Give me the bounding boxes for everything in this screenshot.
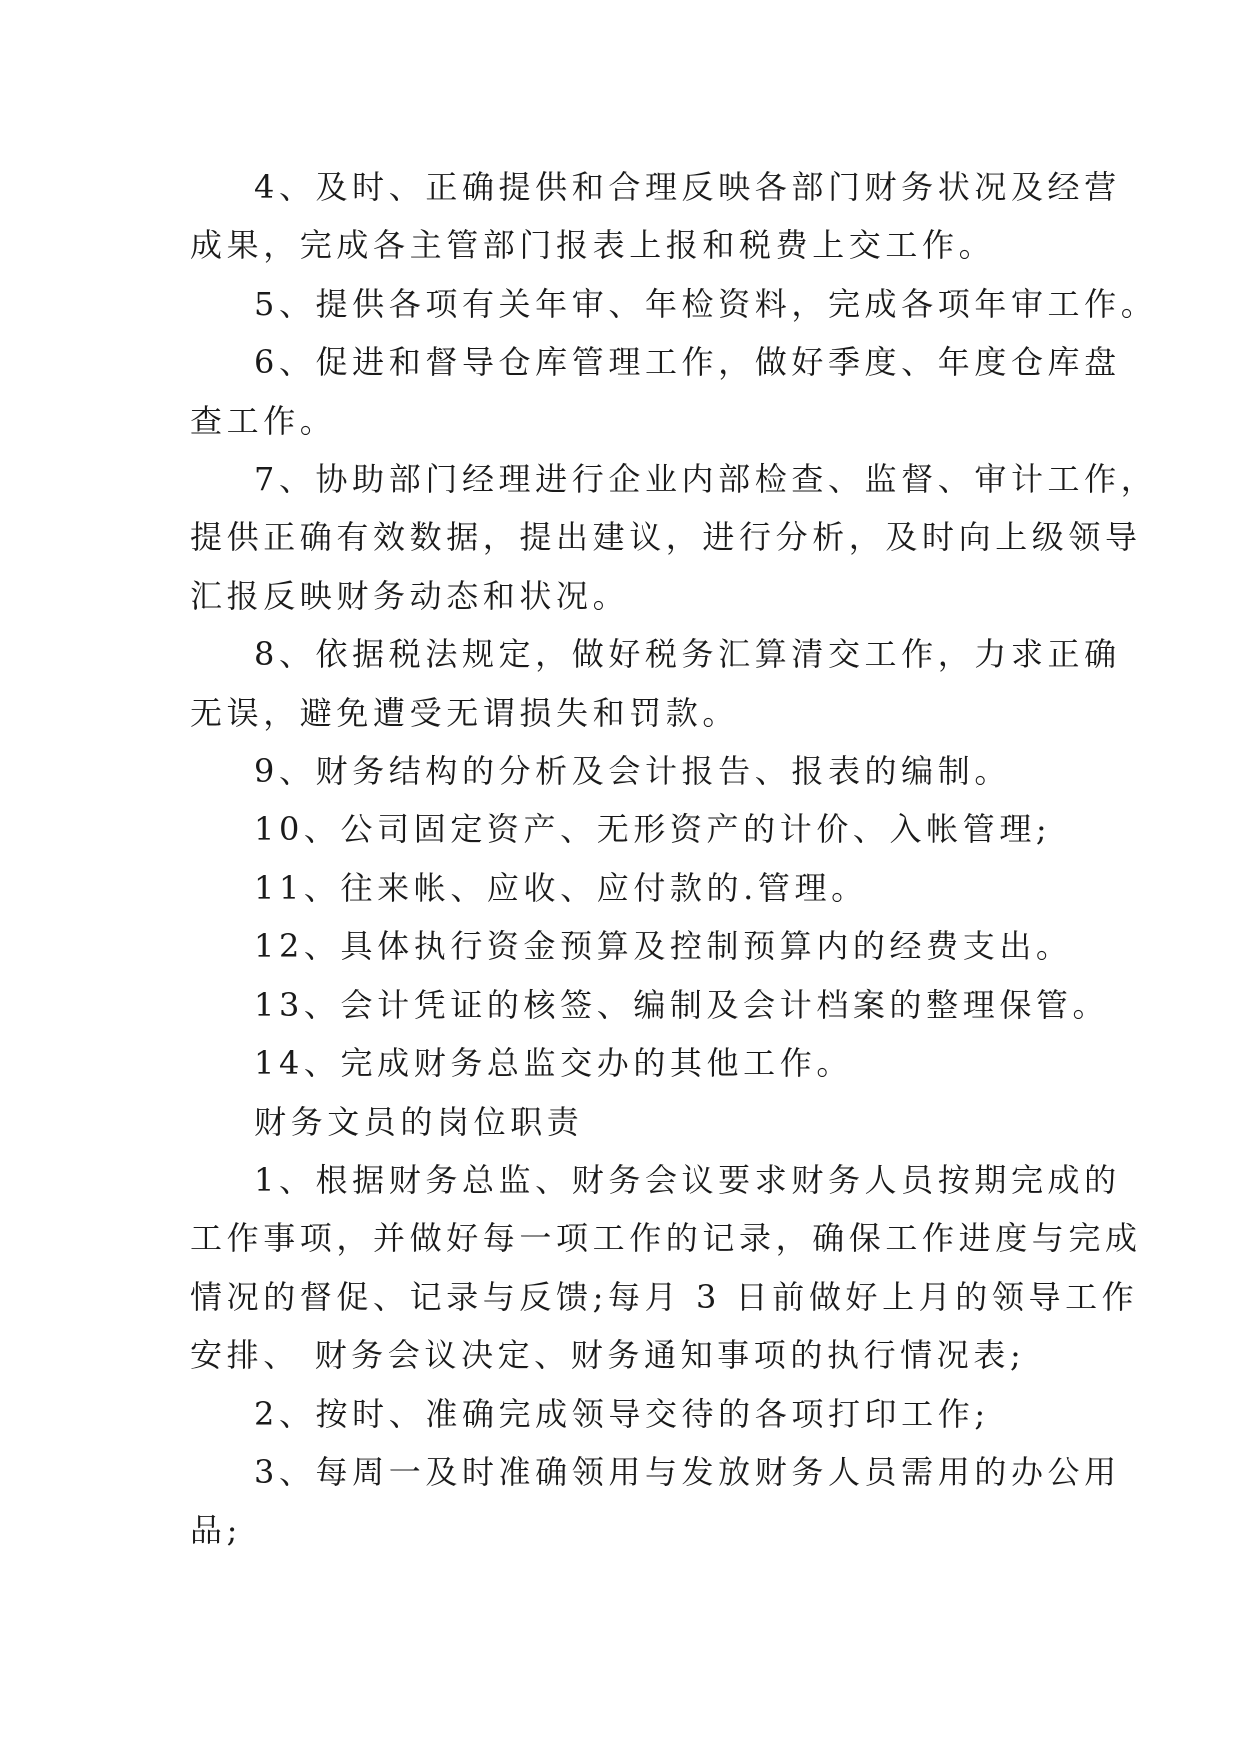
- text-line: 3、每周一及时准确领用与发放财务人员需用的办公用: [254, 1452, 1121, 1491]
- text-line: 成果，完成各主管部门报表上报和税费上交工作。: [190, 226, 996, 265]
- paragraph: [190, 275, 1158, 333]
- text-line: 10、公司固定资产、无形资产的计价、入帐管理;: [254, 810, 1052, 849]
- document-page: [190, 158, 1158, 1560]
- text-line: 7、协助部门经理进行企业内部检查、监督、审计工作，: [254, 460, 1158, 499]
- text-line: 工作事项，并做好每一项工作的记录，确保工作进度与完成: [190, 1219, 1142, 1258]
- paragraph: [190, 742, 1052, 800]
- text-line: 11、往来帐、应收、应付款的.管理。: [254, 868, 868, 907]
- paragraph: [190, 333, 1121, 450]
- text-line: 4、及时、正确提供和合理反映各部门财务状况及经营: [254, 168, 1121, 206]
- paragraph: [190, 800, 1052, 858]
- text-line: 品;: [190, 1511, 242, 1550]
- text-line: 13、会计凭证的核签、编制及会计档案的整理保管。: [254, 985, 1110, 1024]
- paragraph: [190, 976, 1110, 1034]
- text-line: 8、依据税法规定，做好税务汇算清交工作，力求正确: [254, 635, 1121, 674]
- paragraph: [190, 1034, 1052, 1092]
- section-heading: [190, 1093, 1052, 1151]
- paragraph: [190, 625, 1121, 742]
- text-line: 1、根据财务总监、财务会议要求财务人员按期完成的: [254, 1160, 1121, 1199]
- text-line: 6、促进和督导仓库管理工作，做好季度、年度仓库盘: [254, 343, 1121, 382]
- text-line: 安排、 财务会议决定、财务通知事项的执行情况表;: [190, 1336, 1026, 1375]
- text-line: 提供正确有效数据，提出建议，进行分析，及时向上级领导: [190, 518, 1142, 557]
- text-line: 2、按时、准确完成领导交待的各项打印工作;: [254, 1394, 990, 1433]
- paragraph: [190, 450, 1158, 625]
- text-line: 情况的督促、记录与反馈;每月 3 日前做好上月的领导工作: [190, 1277, 1139, 1316]
- text-line: 无误，避免遭受无谓损失和罚款。: [190, 693, 740, 732]
- paragraph: [190, 859, 1052, 917]
- text-line: 14、完成财务总监交办的其他工作。: [254, 1044, 853, 1083]
- paragraph: [190, 917, 1073, 975]
- text-line: 查工作。: [190, 401, 337, 440]
- paragraph: [190, 158, 1121, 275]
- text-line: 9、财务结构的分析及会计报告、报表的编制。: [254, 752, 1011, 791]
- text-line: 12、具体执行资金预算及控制预算内的经费支出。: [254, 927, 1073, 966]
- paragraph: [190, 1151, 1142, 1385]
- text-line: 5、提供各项有关年审、年检资料，完成各项年审工作。: [254, 284, 1158, 323]
- text-line: 财务文员的岗位职责: [254, 1102, 584, 1141]
- paragraph: [190, 1385, 1052, 1443]
- paragraph: [190, 1443, 1121, 1560]
- text-line: 汇报反映财务动态和状况。: [190, 576, 630, 615]
